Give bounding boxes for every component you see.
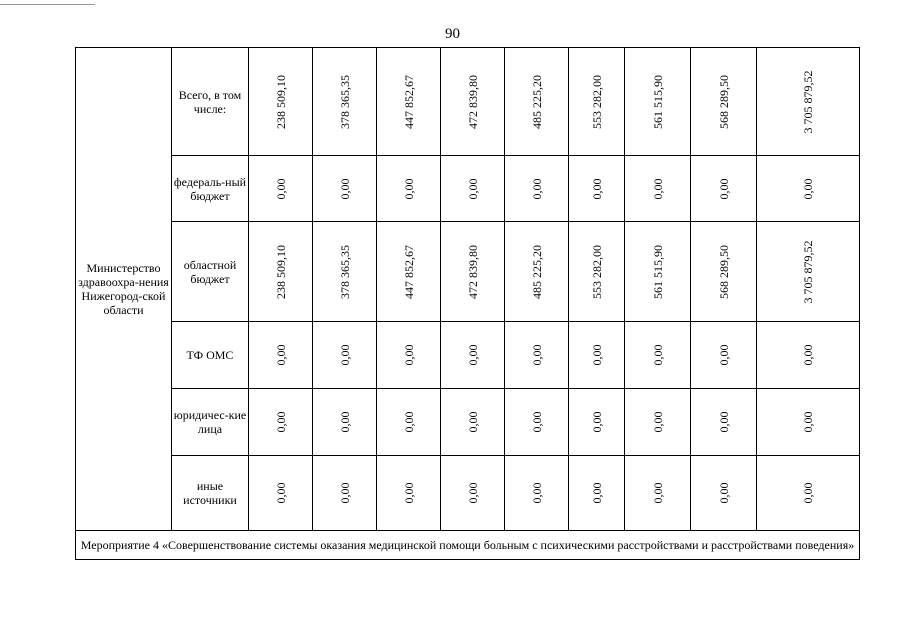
- source-cell: иные источники: [172, 456, 249, 531]
- value-text: 472 839,80: [465, 74, 480, 129]
- value-cell: [757, 322, 860, 389]
- value-cell: [377, 322, 441, 389]
- value-cell: [377, 389, 441, 456]
- value-text: 0,00: [650, 344, 665, 366]
- value-cell: [691, 456, 757, 531]
- value-text: 0,00: [716, 411, 731, 433]
- table-row: [76, 222, 860, 322]
- value-cell: [757, 456, 860, 531]
- value-text: 0,00: [401, 482, 416, 504]
- source-cell: ТФ ОМС: [172, 322, 249, 389]
- value-cell: [757, 222, 860, 322]
- source-cell: Всего, в том числе:: [172, 48, 249, 156]
- value-text: 0,00: [650, 411, 665, 433]
- value-cell: [757, 48, 860, 156]
- value-cell: [313, 456, 377, 531]
- value-cell: [625, 222, 691, 322]
- value-text: 0,00: [337, 482, 352, 504]
- value-text: 0,00: [465, 411, 480, 433]
- value-cell: [377, 222, 441, 322]
- value-cell: [505, 156, 569, 222]
- value-text: 485 225,20: [529, 74, 544, 129]
- value-cell: [441, 222, 505, 322]
- value-cell: [505, 389, 569, 456]
- value-cell: [441, 322, 505, 389]
- value-text: 0,00: [650, 482, 665, 504]
- value-cell: [249, 222, 313, 322]
- value-cell: [505, 322, 569, 389]
- value-text: 238 509,10: [273, 244, 288, 299]
- value-text: 0,00: [337, 411, 352, 433]
- value-text: 553 282,00: [589, 244, 604, 299]
- table-row: [76, 531, 860, 560]
- source-cell: юридичес-кие лица: [172, 389, 249, 456]
- value-cell: [249, 48, 313, 156]
- value-text: 0,00: [465, 344, 480, 366]
- value-cell: [569, 48, 625, 156]
- value-text: 0,00: [716, 178, 731, 199]
- value-text: 0,00: [273, 411, 288, 433]
- value-cell: [505, 456, 569, 531]
- value-cell: [377, 156, 441, 222]
- value-cell: [757, 156, 860, 222]
- value-text: 0,00: [529, 411, 544, 433]
- page-number: 90: [445, 26, 460, 42]
- value-cell: [249, 456, 313, 531]
- value-text: 0,00: [801, 411, 815, 433]
- value-text: 0,00: [273, 482, 288, 504]
- value-cell: [377, 456, 441, 531]
- value-cell: [625, 322, 691, 389]
- activity-caption: Мероприятие 4 «Совершенствование системы оказания медицинской помощи больным с психическими расстройствами и расстройствами поведения»: [76, 531, 860, 560]
- corner-rule: [0, 4, 95, 5]
- value-text: 561 515,90: [650, 74, 665, 129]
- value-text: 472 839,80: [465, 244, 480, 299]
- value-text: 447 852,67: [401, 244, 416, 299]
- value-cell: [313, 389, 377, 456]
- value-text: 485 225,20: [529, 244, 544, 299]
- value-cell: [313, 48, 377, 156]
- value-text: 3 705 879,52: [801, 240, 815, 303]
- value-text: 378 365,35: [337, 244, 352, 299]
- table-row: [76, 48, 860, 156]
- value-text: 568 289,50: [716, 244, 731, 299]
- source-cell: областной бюджет: [172, 222, 249, 322]
- value-cell: [625, 156, 691, 222]
- table-row: [76, 389, 860, 456]
- value-cell: [569, 389, 625, 456]
- value-cell: [757, 389, 860, 456]
- value-cell: [625, 389, 691, 456]
- value-cell: [691, 222, 757, 322]
- value-cell: [313, 322, 377, 389]
- value-cell: [569, 222, 625, 322]
- value-text: 0,00: [716, 344, 731, 366]
- value-text: 0,00: [337, 178, 352, 199]
- value-text: 0,00: [273, 344, 288, 366]
- value-cell: [377, 48, 441, 156]
- value-text: 0,00: [716, 482, 731, 504]
- table-row: [76, 322, 860, 389]
- value-text: 0,00: [273, 178, 288, 199]
- value-text: 0,00: [589, 344, 604, 366]
- value-cell: [569, 322, 625, 389]
- value-cell: [313, 156, 377, 222]
- value-cell: [505, 48, 569, 156]
- value-cell: [691, 389, 757, 456]
- value-text: 0,00: [589, 482, 604, 504]
- value-cell: [569, 156, 625, 222]
- value-cell: [441, 156, 505, 222]
- value-cell: [691, 48, 757, 156]
- value-text: 0,00: [801, 178, 815, 199]
- value-cell: [441, 48, 505, 156]
- value-text: 0,00: [401, 344, 416, 366]
- value-text: 0,00: [401, 411, 416, 433]
- value-cell: [691, 322, 757, 389]
- value-text: 0,00: [801, 482, 815, 504]
- value-text: 0,00: [529, 178, 544, 199]
- value-text: 0,00: [465, 178, 480, 199]
- value-cell: [249, 322, 313, 389]
- agency-cell: Министерство здравоохра-нения Нижегород-ской области: [76, 48, 172, 531]
- value-text: 0,00: [401, 178, 416, 199]
- value-cell: [505, 222, 569, 322]
- value-text: 568 289,50: [716, 74, 731, 129]
- value-text: 378 365,35: [337, 74, 352, 129]
- funding-table: [75, 47, 860, 560]
- value-text: 553 282,00: [589, 74, 604, 129]
- value-text: 238 509,10: [273, 74, 288, 129]
- value-text: 0,00: [650, 178, 665, 199]
- value-text: 3 705 879,52: [801, 70, 815, 133]
- value-cell: [313, 222, 377, 322]
- value-text: 447 852,67: [401, 74, 416, 129]
- value-cell: [691, 156, 757, 222]
- value-text: 0,00: [529, 482, 544, 504]
- value-cell: [569, 456, 625, 531]
- value-cell: [249, 389, 313, 456]
- source-cell: федераль-ный бюджет: [172, 156, 249, 222]
- value-cell: [441, 456, 505, 531]
- value-cell: [625, 456, 691, 531]
- value-text: 0,00: [529, 344, 544, 366]
- value-cell: [249, 156, 313, 222]
- value-text: 561 515,90: [650, 244, 665, 299]
- value-text: 0,00: [465, 482, 480, 504]
- value-cell: [625, 48, 691, 156]
- value-text: 0,00: [801, 344, 815, 366]
- value-cell: [441, 389, 505, 456]
- table-row: [76, 156, 860, 222]
- value-text: 0,00: [589, 411, 604, 433]
- value-text: 0,00: [337, 344, 352, 366]
- value-text: 0,00: [589, 178, 604, 199]
- table-row: [76, 456, 860, 531]
